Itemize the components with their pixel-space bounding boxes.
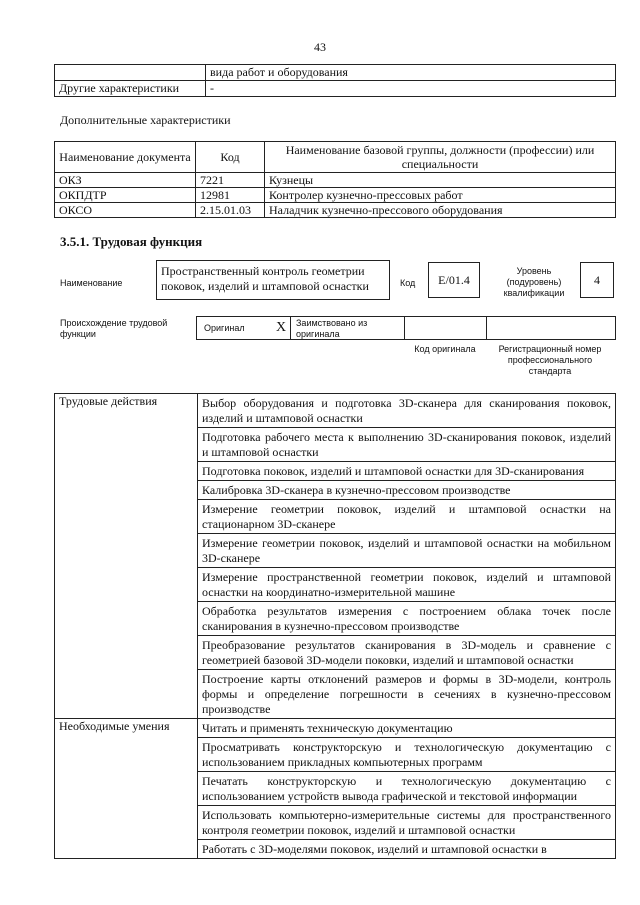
borrowed-label: Заимствовано из оригинала: [296, 318, 368, 339]
function-table: [54, 393, 616, 859]
activity-item: Обработка результатов измерения с построением облака точек после сканирования в кузнечно-прессовом производстве: [198, 602, 616, 636]
table-cell: вида работ и оборудования: [206, 65, 616, 81]
origin-box: [196, 316, 616, 340]
characteristics-table: [54, 64, 616, 97]
activity-item: Преобразование результатов сканирования в 3D-модель и сравнение с геометрией базовой 3D-модели поковки, изделий и штамповой оснастки: [198, 636, 616, 670]
page-number: 43: [314, 40, 326, 54]
table-cell: -: [206, 81, 616, 97]
reg-number-label: Регистрационный номер профессионального стандарта: [498, 344, 602, 376]
table-row: [55, 188, 616, 203]
table-cell: [55, 65, 206, 81]
original-mark: X: [272, 316, 291, 340]
additional-heading: Дополнительные характеристики: [60, 113, 231, 127]
activity-item: Калибровка 3D-сканера в кузнечно-прессовом производстве: [198, 481, 616, 500]
origin-label: Происхождение трудовой функции: [60, 318, 168, 339]
activity-item: Измерение пространственной геометрии поковок, изделий и штамповой оснастки на координатно-измерительной машине: [198, 568, 616, 602]
table-row: [55, 65, 616, 81]
activity-item: Подготовка рабочего места к выполнению 3D-сканирования поковок, изделий и штамповой оснастки: [198, 428, 616, 462]
header-cell: Код: [196, 142, 265, 173]
table-row: [55, 719, 616, 738]
skill-item: Работать с 3D-моделями поковок, изделий и штамповой оснастки в: [198, 840, 616, 859]
divider: [404, 316, 405, 340]
table-cell: Кузнецы: [265, 173, 616, 188]
skill-item: Печатать конструкторскую и технологическую документацию с использованием устройств вывода графической и текстовой информации: [198, 772, 616, 806]
skill-item: Просматривать конструкторскую и технологическую документацию с использованием прикладных компьютерных программ: [198, 738, 616, 772]
table-cell: Контролер кузнечно-прессовых работ: [265, 188, 616, 203]
activity-item: Измерение геометрии поковок, изделий и штамповой оснастки на стационарном 3D-сканере: [198, 500, 616, 534]
activities-label: Трудовые действия: [55, 394, 198, 719]
table-cell: ОКСО: [55, 203, 196, 218]
section-title: 3.5.1. Трудовая функция: [60, 234, 203, 249]
table-cell: Другие характеристики: [55, 81, 206, 97]
skill-item: Читать и применять техническую документацию: [198, 719, 616, 738]
table-cell: 7221: [196, 173, 265, 188]
level-label: Уровень (подуровень) квалификации: [503, 266, 565, 298]
function-code: E/01.4: [428, 262, 480, 298]
header-cell: Наименование базовой группы, должности (профессии) или специальности: [265, 142, 616, 173]
original-label: Оригинал: [204, 323, 245, 333]
table-row: [55, 203, 616, 218]
table-cell: ОКЗ: [55, 173, 196, 188]
name-label: Наименование: [60, 278, 123, 288]
function-name: Пространственный контроль геометрии поковок, изделий и штамповой оснастки: [156, 260, 390, 300]
table-cell: Наладчик кузнечно-прессового оборудования: [265, 203, 616, 218]
activity-item: Измерение геометрии поковок, изделий и штамповой оснастки на мобильном 3D-сканере: [198, 534, 616, 568]
table-row: [55, 173, 616, 188]
table-cell: 2.15.01.03: [196, 203, 265, 218]
skill-item: Использовать компьютерно-измерительные системы для пространственного контроля геометрии поковок, изделий и штамповой оснастки: [198, 806, 616, 840]
activity-item: Построение карты отклонений размеров и формы в 3D-модели, контроль формы и определение погрешности в сечениях в кузнечно-прессовом производстве: [198, 670, 616, 719]
table-header-row: [55, 142, 616, 173]
table-cell: 12981: [196, 188, 265, 203]
table-row: [55, 394, 616, 428]
additional-table: [54, 141, 616, 218]
skills-label: Необходимые умения: [55, 719, 198, 859]
divider: [486, 316, 487, 340]
code-original-label: Код оригинала: [414, 344, 476, 354]
table-cell: ОКПДТР: [55, 188, 196, 203]
code-label: Код: [400, 278, 416, 288]
activity-item: Подготовка поковок, изделий и штамповой оснастки для 3D-сканирования: [198, 462, 616, 481]
activity-item: Выбор оборудования и подготовка 3D-сканера для сканирования поковок, изделий и штамповой оснастки: [198, 394, 616, 428]
table-row: [55, 81, 616, 97]
header-cell: Наименование документа: [55, 142, 196, 173]
level-value: 4: [580, 262, 614, 298]
